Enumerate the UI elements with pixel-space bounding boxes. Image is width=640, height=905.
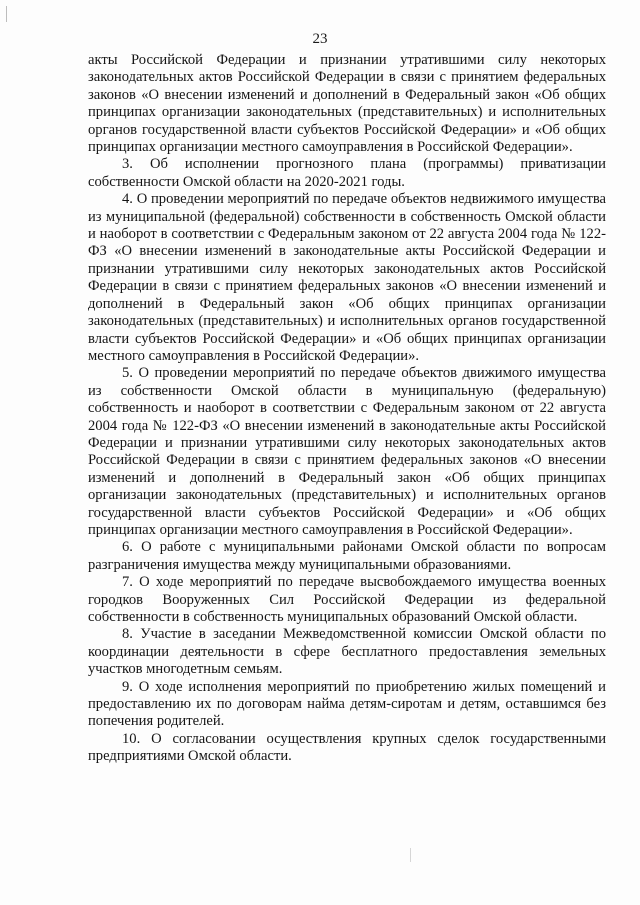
paragraph-item-9: 9. О ходе исполнения мероприятий по приобретению жилых помещений и предоставлению их по договорам найма детям-сиротам и детям, оставшимся без попечения родителей. xyxy=(88,678,606,730)
paragraph-item-10: 10. О согласовании осуществления крупных сделок государственными предприятиями Омской области. xyxy=(88,730,606,765)
paragraph-item-8: 8. Участие в заседании Межведомственной комиссии Омской области по координации деятельности в сфере бесплатного предоставления земельных участков многодетным семьям. xyxy=(88,626,606,678)
scan-artifact-mark xyxy=(6,6,7,22)
paragraph-item-4: 4. О проведении мероприятий по передаче объектов недвижимого имущества из муниципальной (федеральной) собственности в собственность Омской области и наоборот в соответствии с Федеральным законом от 22 августа 2004 года № 122-ФЗ «О внесении изменений в законодательные акты Российской Федерации и признании утратившими силу некоторых законодательных актов Российской Федерации в связи с принятием федеральных законов «О внесении изменений и дополнений в Федеральный закон «Об общих принципах организации законодательных (представительных) и исполнительных органов государственной власти субъектов Российской Федерации» и «Об общих принципах организации местного самоуправления в Российской Федерации». xyxy=(88,191,606,364)
paragraph-item-3: 3. Об исполнении прогнозного плана (программы) приватизации собственности Омской области на 2020-2021 годы. xyxy=(88,156,606,190)
page-number: 23 xyxy=(312,31,328,47)
paragraph-item-7: 7. О ходе мероприятий по передаче высвобождаемого имущества военных городков Вооруженных Сил Российской Федерации из федеральной собственности в собственность муниципальных образований Омской области. xyxy=(88,574,606,625)
document-body xyxy=(88,52,606,766)
paragraph-item-6: 6. О работе с муниципальными районами Омской области по вопросам разграничения имущества между муниципальными образованиями. xyxy=(88,539,606,573)
paragraph-item-5: 5. О проведении мероприятий по передаче объектов движимого имущества из собственности Омской области в муниципальную (федеральную) собственность и наоборот в соответствии с Федеральным законом от 22 августа 2004 года № 122-ФЗ «О внесении изменений в законодательные акты Российской Федерации и признании утратившими силу некоторых законодательных актов Российской Федерации в связи с принятием федеральных законов «О внесении изменений и дополнений в Федеральный закон «Об общих принципах организации законодательных (представительных) и исполнительных органов государственной власти субъектов Российской Федерации» и «Об общих принципах организации местного самоуправления в Российской Федерации». xyxy=(88,365,606,538)
paragraph-continuation: акты Российской Федерации и признании утратившими силу некоторых законодательных актов Российской Федерации в связи с принятием федеральных законов «О внесении изменений и дополнений в Федеральный закон «Об общих принципах организации законодательных (представительных) и исполнительных органов государственной власти субъектов Российской Федерации» и «Об общих принципах организации местного самоуправления в Российской Федерации». xyxy=(88,52,606,156)
scan-artifact-line xyxy=(410,848,411,862)
